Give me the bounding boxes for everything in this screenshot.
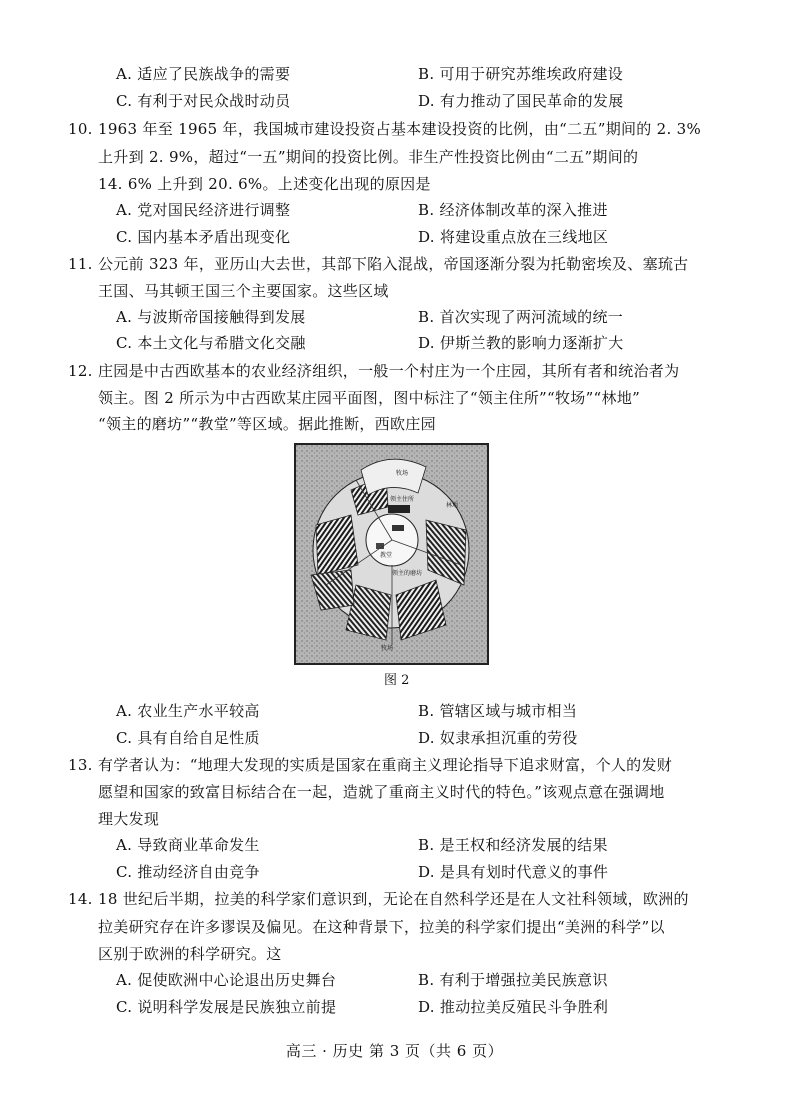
q14-stem-line-1: 18 世纪后半期，拉美的科学家们意识到，无论在自然科学还是在人文社科领域，欧洲的 [98, 890, 689, 908]
q10-stem-line-3: 14. 6% 上升到 20. 6%。上述变化出现的原因是 [98, 175, 431, 193]
q11-option-a[interactable]: A. 与波斯帝国接触得到发展 [116, 308, 306, 326]
svg-text:领主住所: 领主住所 [390, 496, 415, 503]
q10-option-d[interactable]: D. 将建设重点放在三线地区 [418, 228, 609, 246]
q12-option-a[interactable]: A. 农业生产水平较高 [116, 702, 260, 720]
q12-option-c[interactable]: C. 具有自给自足性质 [116, 729, 260, 747]
q14-stem-line-3: 区别于欧洲的科学研究。这 [98, 945, 282, 963]
svg-text:教堂: 教堂 [380, 552, 393, 559]
q10-stem-line-2: 上升到 2. 9%，超过“一五”期间的投资比例。非生产性投资比例由“二五”期间的 [98, 148, 639, 166]
q12-stem-line-1: 庄园是中古西欧基本的农业经济组织，一般一个村庄为一个庄园，其所有者和统治者为 [98, 362, 680, 380]
manor-plan-image [296, 445, 487, 663]
svg-text:林地: 林地 [446, 502, 459, 509]
q10-stem-line-1: 1963 年至 1965 年，我国城市建设投资占基本建设投资的比例，由“二五”期间的 2. 3% [98, 120, 702, 138]
q11-option-b[interactable]: B. 首次实现了两河流域的统一 [418, 308, 624, 326]
q10-option-a[interactable]: A. 党对国民经济进行调整 [116, 201, 291, 219]
q12-stem-line-3: “领主的磨坊”“教堂”等区域。据此推断，西欧庄园 [98, 415, 436, 433]
q11-number: 11. [68, 255, 93, 273]
q12-stem-line-2: 领主。图 2 所示为中古西欧某庄园平面图，图中标注了“领主住所”“牧场”“林地” [98, 389, 641, 407]
q14-option-c[interactable]: C. 说明科学发展是民族独立前提 [116, 998, 337, 1016]
q9-option-c[interactable]: C. 有利于对民众战时动员 [116, 92, 291, 110]
q10-option-c[interactable]: C. 国内基本矛盾出现变化 [116, 228, 291, 246]
q11-option-c[interactable]: C. 本土文化与希腊文化交融 [116, 334, 306, 352]
figure-caption: 图 2 [384, 673, 410, 688]
q9-option-d[interactable]: D. 有力推动了国民革命的发展 [418, 92, 624, 110]
svg-text:领主的磨坊: 领主的磨坊 [392, 570, 423, 577]
q13-stem-line-2: 愿望和国家的致富目标结合在一起，造就了重商主义时代的特色。”该观点意在强调地 [98, 783, 665, 801]
q10-number: 10. [68, 120, 93, 138]
q13-option-a[interactable]: A. 导致商业革命发生 [116, 836, 260, 854]
q14-option-a[interactable]: A. 促使欧洲中心论退出历史舞台 [116, 971, 337, 989]
q13-option-c[interactable]: C. 推动经济自由竞争 [116, 863, 260, 881]
q10-option-b[interactable]: B. 经济体制改革的深入推进 [418, 201, 608, 219]
svg-text:牧场: 牧场 [396, 470, 409, 477]
q13-option-d[interactable]: D. 是具有划时代意义的事件 [418, 863, 609, 881]
page-footer: 高三 · 历史 第 3 页（共 6 页） [285, 1042, 504, 1060]
q13-stem-line-1: 有学者认为：“地理大发现的实质是国家在重商主义理论指导下追求财富，个人的发财 [98, 756, 673, 774]
q14-option-d[interactable]: D. 推动拉美反殖民斗争胜利 [418, 998, 609, 1016]
q14-number: 14. [68, 890, 93, 908]
q13-option-b[interactable]: B. 是王权和经济发展的结果 [418, 836, 608, 854]
q13-stem-line-3: 理大发现 [98, 810, 160, 828]
q12-option-b[interactable]: B. 管辖区域与城市相当 [418, 702, 578, 720]
q9-option-b[interactable]: B. 可用于研究苏维埃政府建设 [418, 65, 624, 83]
q14-stem-line-2: 拉美研究存在许多谬误及偏见。在这种背景下，拉美的科学家们提出“美洲的科学”以 [98, 918, 665, 936]
q12-number: 12. [68, 362, 93, 380]
q11-stem-line-1: 公元前 323 年，亚历山大去世，其部下陷入混战，帝国逐渐分裂为托勒密埃及、塞琉古 [98, 255, 689, 273]
q11-stem-line-2: 王国、马其顿王国三个主要国家。这些区域 [98, 282, 389, 300]
q12-option-d[interactable]: D. 奴隶承担沉重的劳役 [418, 729, 578, 747]
q14-option-b[interactable]: B. 有利于增强拉美民族意识 [418, 971, 608, 989]
svg-text:牧场: 牧场 [381, 645, 394, 652]
q9-option-a[interactable]: A. 适应了民族战争的需要 [116, 65, 291, 83]
manor-plan-figure [294, 443, 489, 665]
q13-number: 13. [68, 756, 93, 774]
q11-option-d[interactable]: D. 伊斯兰教的影响力逐渐扩大 [418, 334, 624, 352]
